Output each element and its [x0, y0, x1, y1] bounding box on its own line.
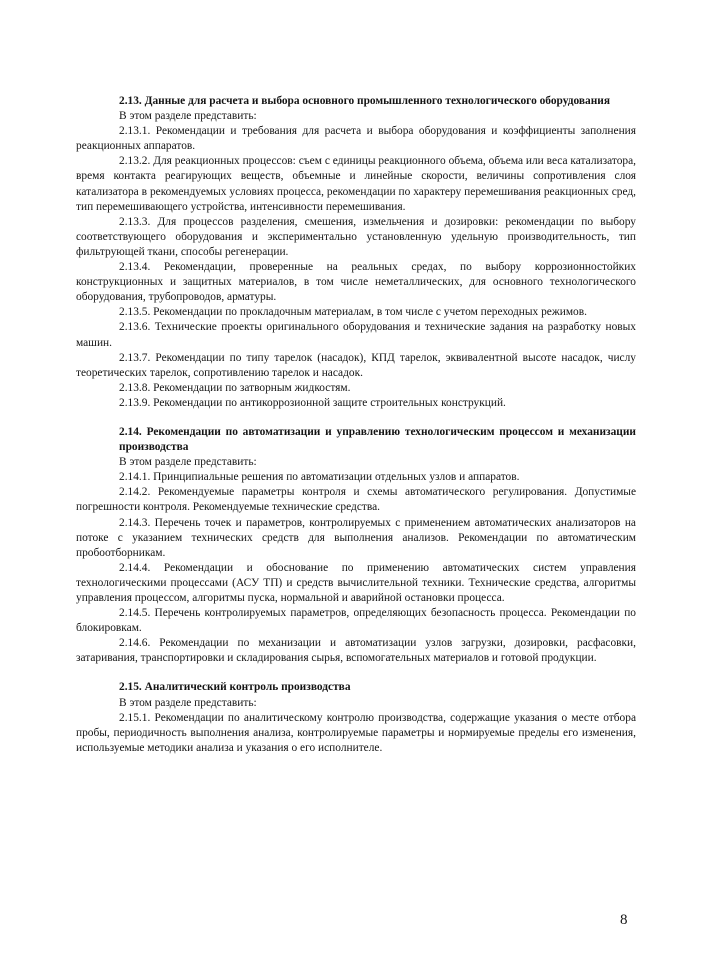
paragraph-2-13-7: 2.13.7. Рекомендации по типу тарелок (насадок), КПД тарелок, эквивалентной высоте насадок, числу теоретических тарелок, сопротивлению тарелок и насадок. — [76, 351, 636, 379]
section-spacer — [76, 411, 636, 425]
paragraph-2-13-3: 2.13.3. Для процессов разделения, смешения, измельчения и дозировки: рекомендации по выбору соответствующего оборудования и экспериментально установленную удельную производительность, тип фильтрующей ткани, способы регенерации. — [76, 215, 636, 258]
section-heading-2-15: 2.15. Аналитический контроль производства — [119, 681, 351, 694]
paragraph-2-13-6: 2.13.6. Технические проекты оригинального оборудования и технические задания на разработку новых машин. — [76, 321, 636, 349]
section-intro: В этом разделе представить: — [119, 696, 257, 709]
paragraph-2-13-1: 2.13.1. Рекомендации и требования для расчета и выбора оборудования и коэффициенты заполнения реакционных аппаратов. — [76, 125, 636, 153]
paragraph-2-13-9: 2.13.9. Рекомендации по антикоррозионной защите строительных конструкций. — [119, 396, 506, 409]
paragraph-2-14-1: 2.14.1. Принципиальные решения по автоматизации отдельных узлов и аппаратов. — [119, 471, 520, 484]
paragraph-2-15-1: 2.15.1. Рекомендации по аналитическому контролю производства, содержащие указания о месте отбора пробы, периодичность выполнения анализа, контролируемые параметры и нормируемые пределы его изменения, используемые методики анализа и указания о его исполнителе. — [76, 711, 636, 754]
page-number: 8 — [620, 912, 628, 928]
section-intro: В этом разделе представить: — [119, 456, 257, 469]
section-heading-2-13: 2.13. Данные для расчета и выбора основного промышленного технологического оборудования — [119, 95, 611, 107]
paragraph-2-13-4: 2.13.4. Рекомендации, проверенные на реальных средах, по выбору коррозионностойких конструкционных и защитных материалов, в том числе неметаллических, для основного технологического оборудования, трубопроводов, арматуры. — [76, 261, 636, 304]
paragraph-2-14-6: 2.14.6. Рекомендации по механизации и автоматизации узлов загрузки, дозировки, расфасовки, затаривания, транспортировки и складирования сырья, вспомогательных материалов и готовой продукции. — [76, 637, 636, 665]
paragraph-2-13-8: 2.13.8. Рекомендации по затворным жидкостям. — [119, 381, 351, 394]
paragraph-2-14-4: 2.14.4. Рекомендации и обоснование по применению автоматических систем управления технологическими процессами (АСУ ТП) и средств вычислительной техники. Технические средства, алгоритмы управления процессом, алгоритмы пуска, нормальной и аварийной остановки процесса. — [76, 561, 636, 604]
document-body — [76, 94, 636, 756]
paragraph-2-14-3: 2.14.3. Перечень точек и параметров, контролируемых с применением автоматических анализаторов на потоке с указанием технических средств для выполнения анализов. Рекомендации по автоматическим пробоотборникам. — [76, 516, 636, 559]
paragraph-2-13-5: 2.13.5. Рекомендации по прокладочным материалам, в том числе с учетом переходных режимов. — [119, 306, 587, 319]
paragraph-2-13-2: 2.13.2. Для реакционных процессов: съем с единицы реакционного объема, объема или веса катализатора, время контакта реагирующих веществ, объемные и линейные скорости, величины сопротивления слоя катализатора в рекомендуемых условиях процесса, рекомендации по характеру перемешивания реакционных сред, тип перемешивающего устройства, интенсивности перемешивания. — [76, 155, 636, 213]
paragraph-2-14-5: 2.14.5. Перечень контролируемых параметров, определяющих безопасность процесса. Рекомендации по блокировкам. — [76, 607, 636, 635]
section-intro: В этом разделе представить: — [119, 110, 257, 123]
paragraph-2-14-2: 2.14.2. Рекомендуемые параметры контроля и схемы автоматического регулирования. Допустимые погрешности контроля. Рекомендуемые технические средства. — [76, 486, 636, 514]
section-spacer — [76, 666, 636, 680]
section-heading-2-14: 2.14. Рекомендации по автоматизации и управлению технологическим процессом и механизации производства — [119, 425, 636, 454]
